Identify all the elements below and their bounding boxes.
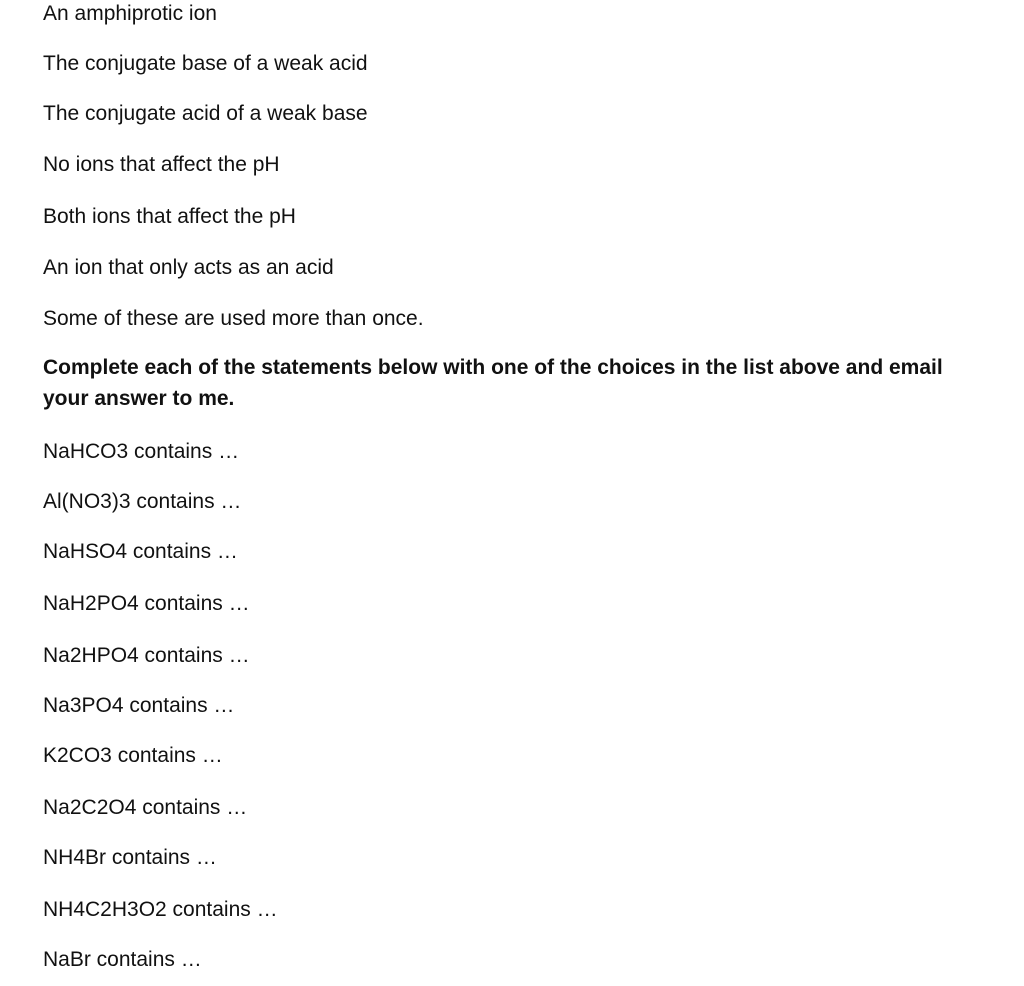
- statement-item: NH4C2H3O2 contains …: [43, 898, 278, 921]
- choice-item: The conjugate acid of a weak base: [43, 102, 368, 125]
- statement-item: NaBr contains …: [43, 948, 202, 971]
- statement-item: Na2C2O4 contains …: [43, 796, 248, 819]
- statement-item: NaHCO3 contains …: [43, 440, 240, 463]
- choice-item: No ions that affect the pH: [43, 153, 280, 176]
- statement-item: Na3PO4 contains …: [43, 694, 235, 717]
- statement-item: Na2HPO4 contains …: [43, 644, 250, 667]
- statement-item: NaHSO4 contains …: [43, 540, 238, 563]
- statement-item: NH4Br contains …: [43, 846, 217, 869]
- choice-item: Both ions that affect the pH: [43, 205, 296, 228]
- instruction-text: Complete each of the statements below with one of the choices in the list above and email your answer to me.: [43, 356, 943, 410]
- choice-item: The conjugate base of a weak acid: [43, 52, 368, 75]
- note-text: Some of these are used more than once.: [43, 307, 424, 330]
- choice-item: An amphiprotic ion: [43, 2, 217, 25]
- statement-item: Al(NO3)3 contains …: [43, 490, 242, 513]
- statement-item: K2CO3 contains …: [43, 744, 223, 767]
- choice-item: An ion that only acts as an acid: [43, 256, 334, 279]
- statement-item: NaH2PO4 contains …: [43, 592, 250, 615]
